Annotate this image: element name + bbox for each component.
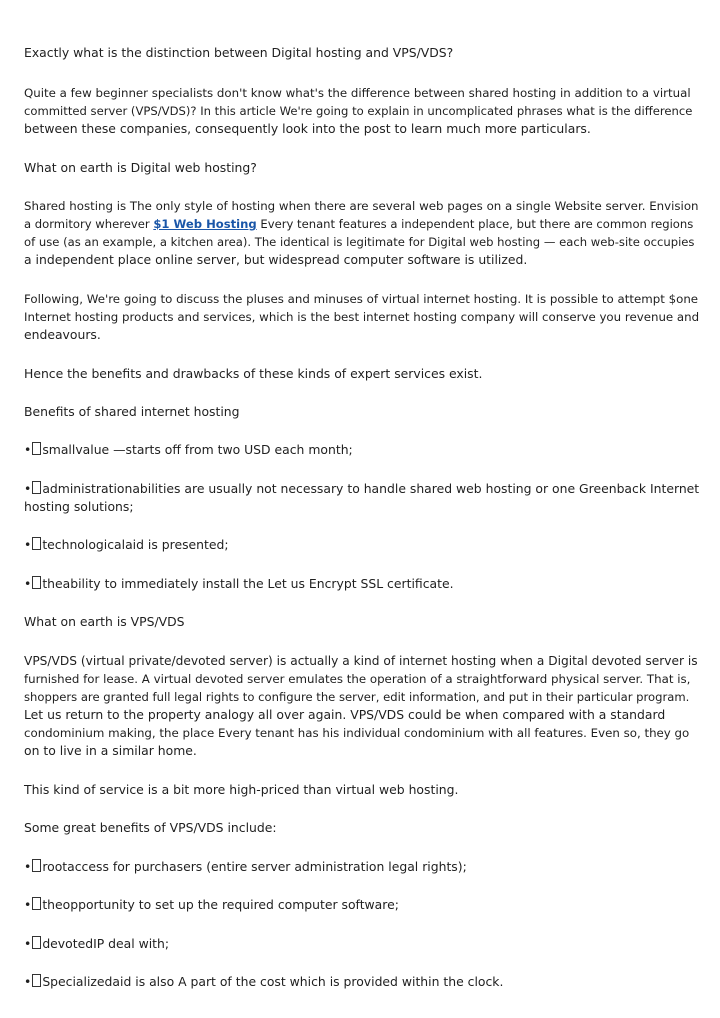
heading-vps: What on earth is VPS/VDS: [24, 614, 185, 629]
shared-p2-line-2: Internet hosting products and services, which is the best internet hosting company will conserve you revenue and: [24, 310, 700, 324]
vps-benefit-3: [24, 935, 169, 953]
missing-glyph-icon: [32, 897, 41, 910]
missing-glyph-icon: [32, 442, 41, 455]
bullet-icon: •: [24, 576, 32, 591]
benefit-text: opportunity to set up the required computer software;: [62, 897, 399, 912]
shared-benefit-2: [24, 480, 699, 498]
heading-vps-benefits: Some great benefits of VPS/VDS include:: [24, 820, 277, 835]
benefit-text: ability to immediately install the Let us Encrypt SSL certificate.: [62, 576, 454, 591]
benefit-lead-word: root: [42, 859, 68, 874]
heading-digital-hosting: What on earth is Digital web hosting?: [24, 160, 257, 175]
benefit-lead-word: the: [42, 576, 63, 591]
vps-benefit-4: [24, 973, 503, 991]
benefit-lead-word: technological: [42, 537, 126, 552]
shared-benefit-2-cont: hosting solutions;: [24, 499, 134, 514]
vps-p1-line-3: shoppers are granted full legal rights to configure the server, edit information, and put in their particular program.: [24, 690, 690, 704]
missing-glyph-icon: [32, 936, 41, 949]
bullet-icon: •: [24, 442, 32, 457]
benefit-lead-word: administration: [42, 481, 133, 496]
bullet-icon: •: [24, 974, 32, 989]
benefit-lead-word: small: [42, 442, 76, 457]
shared-benefit-3: [24, 536, 229, 554]
bullet-icon: •: [24, 897, 32, 912]
shared-p1-line-1: Shared hosting is The only style of hosting when there are several web pages on a single Website server. Envision: [24, 199, 699, 213]
benefit-lead-word: Specialized: [42, 974, 113, 989]
shared-p2-line-1: Following, We're going to discuss the pluses and minuses of virtual internet hosting. It is possible to attempt $one: [24, 292, 699, 306]
intro-line-1: Quite a few beginner specialists don't know what's the difference between shared hosting in addition to a virtual: [24, 86, 691, 100]
heading-shared-benefits: Benefits of shared internet hosting: [24, 404, 240, 419]
bullet-icon: •: [24, 859, 32, 874]
benefit-text: access for purchasers (entire server administration legal rights);: [67, 859, 467, 874]
vps-p1-line-1: VPS/VDS (virtual private/devoted server) is actually a kind of internet hosting when a Digital devoted server is: [24, 654, 698, 668]
intro-line-3: between these companies, consequently look into the post to learn much more particulars.: [24, 121, 591, 136]
heading-distinction: Exactly what is the distinction between Digital hosting and VPS/VDS?: [24, 45, 454, 60]
missing-glyph-icon: [32, 576, 41, 589]
shared-p3: Hence the benefits and drawbacks of these kinds of expert services exist.: [24, 366, 483, 381]
bullet-icon: •: [24, 481, 32, 496]
shared-p1-line-2-end: Every tenant features a independent place, but there are common regions: [256, 217, 694, 231]
shared-p1-line-2: [24, 215, 693, 233]
benefit-text: abilities are usually not necessary to handle shared web hosting or one Greenback Internet: [132, 481, 700, 496]
benefit-text: aid is also A part of the cost which is provided within the clock.: [112, 974, 504, 989]
benefit-text: value —starts off from two USD each month;: [75, 442, 353, 457]
shared-benefit-1: [24, 441, 353, 459]
benefit-text: aid is presented;: [125, 537, 229, 552]
vps-p1-line-2: furnished for lease. A virtual devoted server emulates the operation of a straightforward physical server. That is,: [24, 672, 691, 686]
shared-p1-line-4: a independent place online server, but widespread computer software is utilized.: [24, 252, 528, 267]
shared-p2-line-3: endeavours.: [24, 327, 101, 342]
benefit-text: IP deal with;: [93, 936, 170, 951]
vps-p2: This kind of service is a bit more high-priced than virtual web hosting.: [24, 782, 459, 797]
missing-glyph-icon: [32, 481, 41, 494]
vps-p1-line-6: on to live in a similar home.: [24, 743, 197, 758]
intro-line-2: committed server (VPS/VDS)? In this article We're going to explain in uncomplicated phrases what is the difference: [24, 104, 693, 118]
benefit-lead-word: the: [42, 897, 63, 912]
bullet-icon: •: [24, 936, 32, 951]
bullet-icon: •: [24, 537, 32, 552]
web-hosting-link[interactable]: $1 Web Hosting: [153, 217, 257, 231]
vps-benefit-2: [24, 896, 399, 914]
benefit-lead-word: devoted: [42, 936, 94, 951]
shared-benefit-4: [24, 575, 454, 593]
shared-p1-line-3: of use (as an example, a kitchen area). The identical is legitimate for Digital web hosting — each web-site occupies: [24, 235, 695, 249]
vps-benefit-1: [24, 858, 467, 876]
shared-p1-line-2-start: a dormitory wherever: [24, 217, 154, 231]
missing-glyph-icon: [32, 974, 41, 987]
vps-p1-line-4: Let us return to the property analogy all over again. VPS/VDS could be when compared with a standard: [24, 707, 666, 722]
vps-p1-line-5: condominium making, the place Every tenant has his individual condominium with all features. Even so, they go: [24, 726, 690, 740]
missing-glyph-icon: [32, 537, 41, 550]
missing-glyph-icon: [32, 859, 41, 872]
